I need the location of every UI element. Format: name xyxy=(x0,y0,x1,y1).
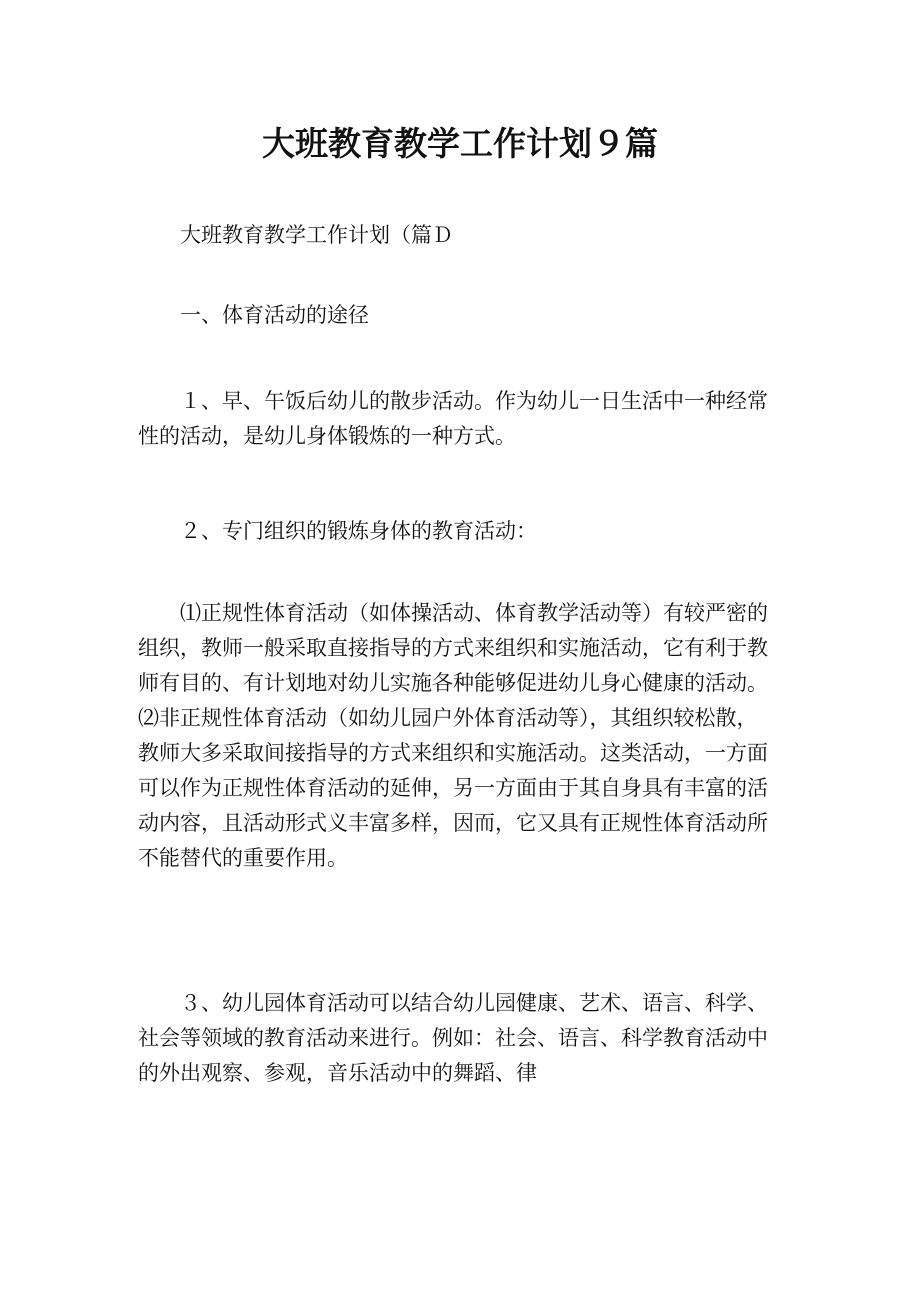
paragraph-line: 动内容，且活动形式义丰富多样，因而，它又具有正规性体育活动所 xyxy=(138,811,768,835)
document-title: 大班教育教学工作计划９篇 xyxy=(262,124,658,163)
paragraph-line: ⑵非正规性体育活动（如幼儿园户外体育活动等），其组织较松散， xyxy=(138,706,758,730)
paragraph-line: 不能替代的重要作用。 xyxy=(138,846,348,870)
item-2-paragraph xyxy=(138,514,788,549)
paragraph-line: 的外出观察、参观，音乐活动中的舞蹈、律 xyxy=(138,1061,537,1085)
item-3-paragraph xyxy=(138,986,788,1091)
item-2-detail-paragraph xyxy=(138,596,788,876)
paragraph-line: 教师大多采取间接指导的方式来组织和实施活动。这类活动，一方面 xyxy=(138,741,768,765)
paragraph-line: ２、专门组织的锻炼身体的教育活动： xyxy=(180,519,537,543)
paragraph-line: １、早、午饭后幼儿的散步活动。作为幼儿一日生活中一种经常 xyxy=(180,389,768,413)
paragraph-line: 社会等领域的教育活动来进行。例如：社会、语言、科学教育活动中 xyxy=(138,1026,768,1050)
paragraph-line: 性的活动，是幼儿身体锻炼的一种方式。 xyxy=(138,424,516,448)
heading-physical-activity-routes xyxy=(138,298,788,333)
paragraph-line: 师有目的、有计划地对幼儿实施各种能够促进幼儿身心健康的活动。 xyxy=(138,671,768,695)
paragraph-line: 组织，教师一般采取直接指导的方式来组织和实施活动，它有利于教 xyxy=(138,636,768,660)
section-title-text: 大班教育教学工作计划（篇Ｄ xyxy=(180,223,453,247)
paragraph-line: ３、幼儿园体育活动可以结合幼儿园健康、艺术、语言、科学、 xyxy=(180,991,768,1015)
heading-text: 一、体育活动的途径 xyxy=(180,303,369,327)
section-title xyxy=(138,218,788,253)
paragraph-line: ⑴正规性体育活动（如体操活动、体育教学活动等）有较严密的 xyxy=(180,601,768,625)
item-1-paragraph xyxy=(138,384,788,454)
paragraph-line: 可以作为正规性体育活动的延伸，另一方面由于其自身具有丰富的活 xyxy=(138,776,768,800)
